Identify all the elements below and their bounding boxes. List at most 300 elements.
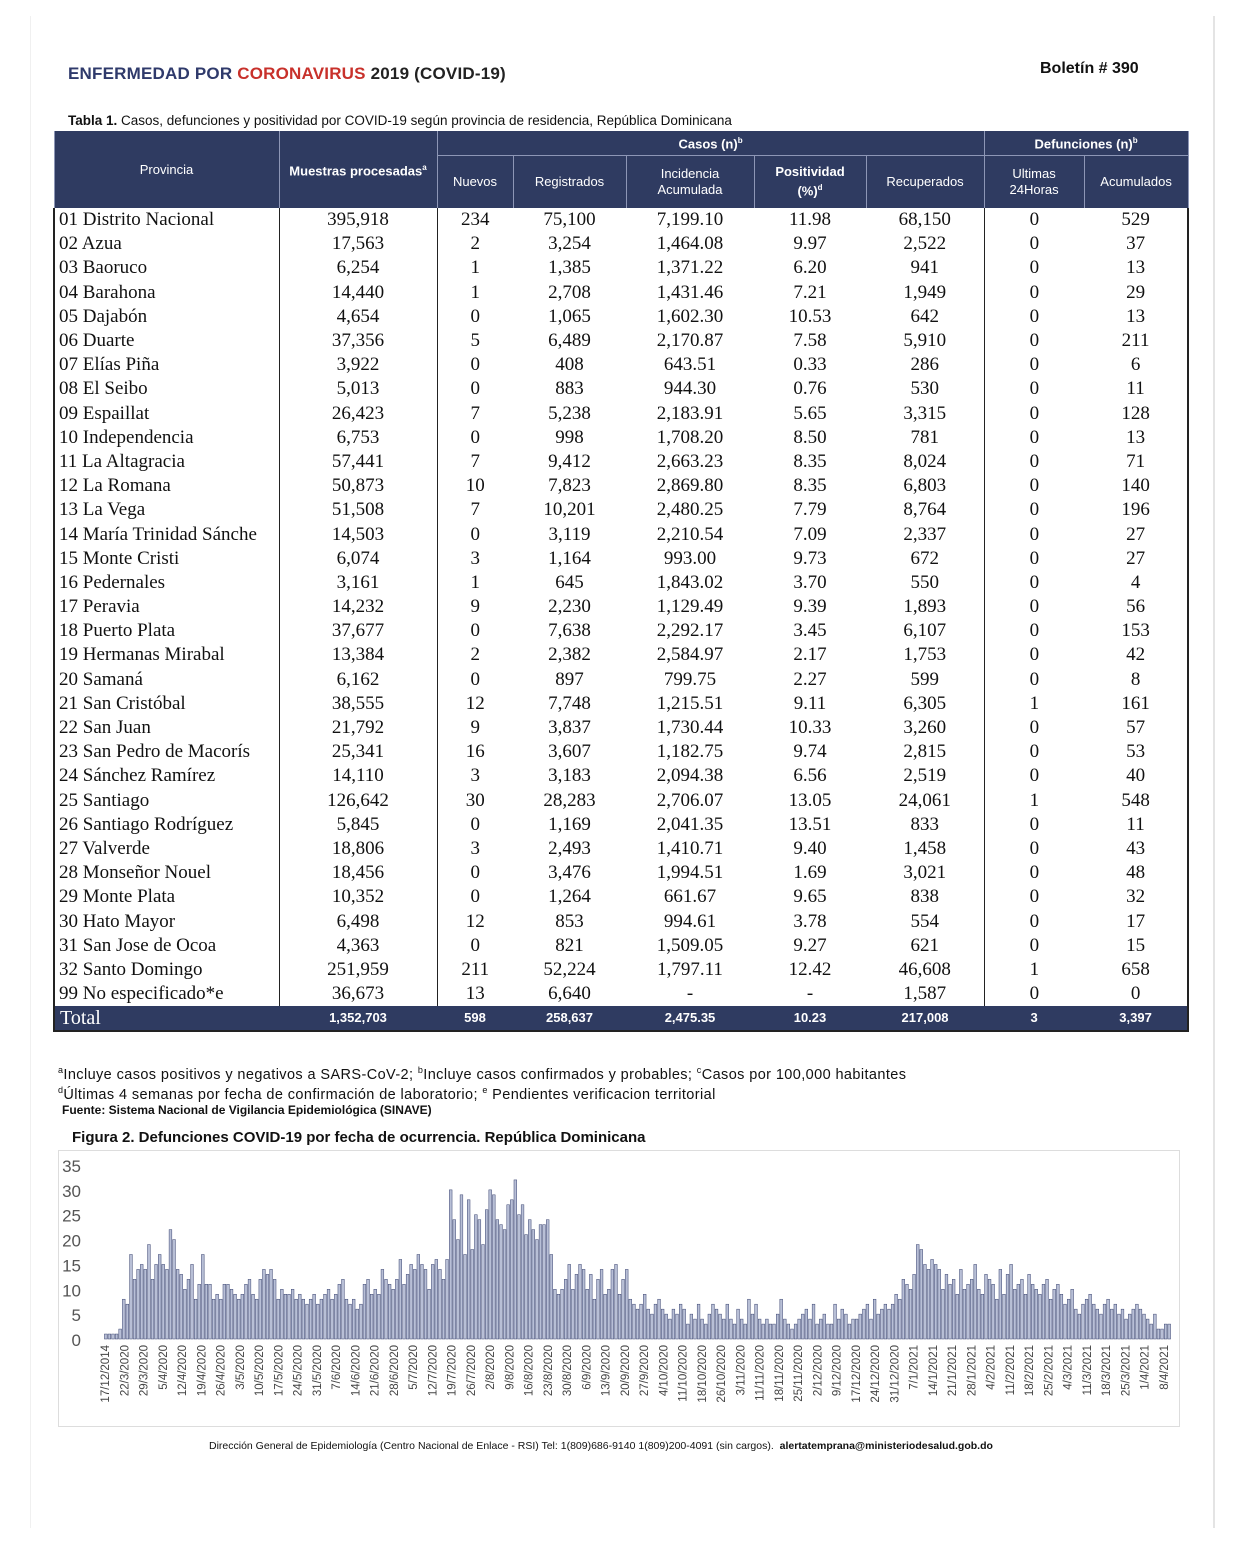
col-provincia: Provincia [54,131,279,208]
cell-recuperados: 833 [910,813,940,835]
x-tick-label: 28/1/2021 [966,1345,979,1397]
chart-bar [1164,1324,1167,1339]
chart-bar [309,1299,312,1339]
cell-province: 05 Dajabón [59,305,148,327]
chart-bar [704,1324,707,1339]
chart-bar [173,1240,176,1339]
chart-bar [1067,1299,1070,1339]
cell-recuperados: 1,587 [903,983,947,1005]
cell-acumulados: 42 [1126,644,1146,666]
chart-bar [230,1289,233,1339]
cell-acumulados: 658 [1121,958,1150,980]
chart-bar [471,1250,474,1339]
cell-muestras: 10,352 [279,885,437,909]
cell-incidencia: 1,464.08 [656,233,724,255]
cell-positividad: 9.74 [793,741,827,763]
x-tick-label: 8/4/2021 [1159,1345,1172,1390]
cell-province: 13 La Vega [59,499,146,521]
x-tick-label: 24/12/2020 [870,1345,883,1403]
x-tick-label: 2/12/2020 [812,1345,825,1397]
chart-bar [112,1334,115,1339]
chart-bar [1060,1294,1063,1339]
chart-bar [377,1294,380,1339]
chart-bar [1031,1284,1034,1339]
chart-bar [701,1319,704,1339]
cell-incidencia: 994.61 [663,910,717,932]
chart-bar [446,1259,449,1339]
chart-bar [252,1294,255,1339]
cell-recuperados: 5,910 [903,330,947,352]
cell-positividad: 13.51 [788,813,832,835]
chart-bar [478,1220,481,1339]
cell-positividad: 7.58 [793,330,827,352]
cell-recuperados: 8,764 [903,499,947,521]
table-row [54,885,1188,909]
cell-incidencia: 661.67 [663,886,717,908]
cell-ultimas-24h: 0 [984,813,1084,837]
cell-province: 12 La Romana [59,475,171,497]
chart-bar [187,1279,190,1339]
cell-positividad: 10.53 [788,305,832,327]
cell-ultimas-24h: 0 [984,547,1084,571]
chart-bar [1146,1319,1149,1339]
table-row [54,208,1188,232]
cell-province: 10 Independencia [59,426,194,448]
chart-bar [485,1210,488,1339]
chart-bar [862,1309,865,1339]
cell-registrados: 6,489 [548,330,591,352]
cell-province: 17 Peravia [59,596,140,618]
chart-bar [568,1264,571,1339]
cell-acumulados: 4 [1130,571,1141,593]
chart-bar [1143,1314,1146,1339]
chart-bar [812,1304,815,1339]
chart-bar [298,1294,301,1339]
x-tick-label: 19/7/2020 [446,1345,459,1397]
chart-bar [352,1299,355,1339]
cell-muestras: 3,161 [279,571,437,595]
cell-recuperados: 672 [910,547,940,569]
chart-bar [1136,1304,1139,1339]
chart-bar [898,1299,901,1339]
chart-bar [841,1309,844,1339]
table-total-row [54,1006,1188,1031]
table-row [54,402,1188,426]
cell-registrados: 7,638 [548,620,591,642]
cell-province: 19 Hermanas Mirabal [59,644,225,666]
chart-bar [295,1299,298,1339]
cell-acumulados: 211 [1121,330,1150,352]
cell-recuperados: 2,519 [903,765,947,787]
chart-bar [166,1269,169,1339]
table-row [54,764,1188,788]
chart-bar [536,1240,539,1339]
chart-bar [1017,1284,1020,1339]
cell-ultimas-24h: 0 [984,305,1084,329]
col-acumulados: Acumulados [1084,156,1188,209]
cell-muestras: 4,654 [279,305,437,329]
cell-registrados: 998 [555,426,584,448]
chart-bar [604,1294,607,1339]
cell-province: 28 Monseñor Nouel [59,862,211,884]
chart-bar [431,1264,434,1339]
cell-registrados: 10,201 [543,499,596,521]
cell-registrados: 853 [555,910,584,932]
x-tick-label: 1/4/2021 [1139,1345,1152,1390]
total-registrados: 258,637 [513,1006,626,1031]
chart-bar [496,1220,499,1339]
chart-bar [1150,1324,1153,1339]
chart-bar [320,1299,323,1339]
cell-muestras: 395,918 [279,208,437,232]
table-row [54,377,1188,401]
chart-bar [866,1304,869,1339]
chart-bar [460,1195,463,1339]
chart-bar [748,1299,751,1339]
cell-acumulados: 13 [1126,426,1146,448]
chart-bar [676,1314,679,1339]
chart-bar [510,1200,513,1339]
cell-registrados: 821 [555,934,584,956]
cell-nuevos: 9 [437,716,513,740]
cell-acumulados: 29 [1126,281,1146,303]
col-registrados: Registrados [513,156,626,209]
group-defunciones: Defunciones $(n)^b$ [984,131,1188,156]
chart-bar [1114,1304,1117,1339]
chart-bar [1074,1309,1077,1339]
chart-bar [194,1299,197,1339]
total-positividad: 10.23 [754,1006,866,1031]
cell-acumulados: 37 [1126,233,1146,255]
x-tick-label: 17/5/2020 [273,1345,286,1397]
y-tick-label: 10 [62,1281,81,1301]
cell-ultimas-24h: 0 [984,837,1084,861]
cell-registrados: 3,476 [548,862,591,884]
chart-bar [492,1195,495,1339]
cell-recuperados: 1,893 [903,596,947,618]
chart-bar [1118,1314,1121,1339]
province-table [53,131,1189,1032]
cell-incidencia: 643.51 [663,354,717,376]
y-tick-label: 0 [71,1331,81,1350]
y-tick-label: 5 [71,1306,81,1326]
cell-province: 26 Santiago Rodríguez [59,813,234,835]
cell-acumulados: 6 [1130,354,1141,376]
cell-muestras: 126,642 [279,789,437,813]
cell-acumulados: 11 [1126,813,1145,835]
cell-nuevos: 3 [437,837,513,861]
cell-incidencia: 2,706.07 [656,789,724,811]
cell-incidencia: 2,094.38 [656,765,724,787]
cell-province: 01 Distrito Nacional [59,209,215,231]
cell-province: 03 Baoruco [59,257,148,279]
cell-ultimas-24h: 0 [984,474,1084,498]
total-acumulados: 3,397 [1084,1006,1188,1031]
cell-incidencia: 1,371.22 [656,257,724,279]
cell-muestras: 37,356 [279,329,437,353]
chart-bar [597,1279,600,1339]
cell-province: 16 Pedernales [59,571,166,593]
cell-acumulados: 0 [1130,983,1141,1005]
x-tick-label: 3/11/2020 [735,1345,748,1396]
chart-bar [1003,1294,1006,1339]
chart-bar [870,1319,873,1339]
chart-bar [140,1264,143,1339]
cell-ultimas-24h: 0 [984,256,1084,280]
chart-bar [546,1220,549,1339]
cell-registrados: 9,412 [548,450,591,472]
cell-ultimas-24h: 0 [984,740,1084,764]
chart-bar [263,1269,266,1339]
chart-bar [877,1314,880,1339]
cell-province: 30 Hato Mayor [59,910,176,932]
chart-bar [1132,1309,1135,1339]
chart-bar [550,1254,553,1339]
chart-bar [212,1299,215,1339]
cell-registrados: 1,065 [548,305,591,327]
chart-bar [679,1304,682,1339]
chart-bar [783,1319,786,1339]
chart-bar [647,1309,650,1339]
cell-muestras: 18,806 [279,837,437,861]
cell-positividad: 2.17 [793,644,827,666]
chart-bar [500,1225,503,1339]
chart-bar [773,1324,776,1339]
chart-bar [1021,1279,1024,1339]
y-tick-label: 35 [62,1157,81,1176]
cell-ultimas-24h: 0 [984,208,1084,232]
cell-positividad: 8.50 [793,426,827,448]
chart-bar [1092,1304,1095,1339]
chart-bar [1013,1289,1016,1339]
chart-bar [385,1279,388,1339]
table-row [54,547,1188,571]
chart-bar [241,1294,244,1339]
table-row [54,595,1188,619]
cell-incidencia: 2,183.91 [656,402,724,424]
cell-incidencia: 944.30 [663,378,717,400]
chart-bar [636,1309,639,1339]
chart-bar [331,1299,334,1339]
x-tick-label: 29/3/2020 [138,1345,151,1397]
chart-bar [730,1319,733,1339]
cell-incidencia: 1,215.51 [656,692,724,714]
document-title: ENFERMEDAD POR CORONAVIRUS 2019 (COVID-19) [68,64,506,83]
chart-bar [909,1289,912,1339]
chart-bar [816,1324,819,1339]
cell-nuevos: 5 [437,329,513,353]
chart-bar [205,1284,208,1339]
cell-recuperados: 1,753 [903,644,947,666]
total-province: Total [54,1006,279,1031]
chart-bar [1096,1309,1099,1339]
cell-ultimas-24h: 0 [984,377,1084,401]
chart-bar [787,1324,790,1339]
x-tick-label: 5/4/2020 [157,1345,170,1390]
deaths-chart-container [58,1150,1180,1427]
x-tick-label: 7/6/2020 [331,1345,344,1390]
chart-bar [191,1264,194,1339]
chart-bar [270,1269,273,1339]
chart-bar [1128,1314,1131,1339]
chart-bar [180,1274,183,1339]
chart-bar [924,1264,927,1339]
cell-registrados: 7,748 [548,692,591,714]
chart-bar [122,1299,125,1339]
chart-bar [223,1284,226,1339]
table-row [54,232,1188,256]
cell-incidencia: 7,199.10 [656,209,724,231]
x-tick-label: 17/12/2020 [850,1345,863,1403]
chart-bar [1157,1329,1160,1339]
chart-bar [1024,1294,1027,1339]
cell-registrados: 3,837 [548,717,591,739]
chart-bar [755,1304,758,1339]
chart-bar [618,1294,621,1339]
cell-muestras: 17,563 [279,232,437,256]
cell-recuperados: 286 [910,354,940,376]
chart-bar [916,1245,919,1339]
chart-bar [1071,1289,1074,1339]
chart-bar [582,1269,585,1339]
cell-positividad: 3.45 [793,620,827,642]
chart-bar [981,1294,984,1339]
cell-positividad: 9.97 [793,233,827,255]
y-tick-label: 20 [62,1231,81,1251]
cell-nuevos: 234 [437,208,513,232]
chart-bar [952,1279,955,1339]
chart-bar [798,1319,801,1339]
cell-registrados: 1,164 [548,547,591,569]
cell-nuevos: 0 [437,668,513,692]
cell-incidencia: 2,210.54 [656,523,724,545]
x-tick-label: 25/11/2020 [793,1345,806,1402]
chart-bar [148,1245,151,1339]
table-row [54,426,1188,450]
cell-positividad: 9.65 [793,886,827,908]
cell-incidencia: 2,480.25 [656,499,724,521]
x-tick-label: 21/1/2021 [947,1345,960,1397]
cell-registrados: 52,224 [543,958,596,980]
chart-bar [600,1269,603,1339]
cell-recuperados: 530 [910,378,940,400]
chart-bar [464,1254,467,1339]
table-row [54,692,1188,716]
chart-bar [985,1274,988,1339]
chart-bar [345,1299,348,1339]
chart-bar [586,1289,589,1339]
cell-muestras: 251,959 [279,958,437,982]
cell-acumulados: 27 [1126,547,1146,569]
y-tick-label: 30 [62,1181,81,1201]
footnote-line-2: $^d$Últimas 4 semanas por fecha de confirmación de laboratorio; $^e$ Pendientes verificacion territorial [58,1085,716,1103]
chart-bar [503,1230,506,1339]
cell-positividad: 0.33 [793,354,827,376]
table-row [54,571,1188,595]
cell-muestras: 6,162 [279,668,437,692]
cell-recuperados: 1,949 [903,281,947,303]
x-tick-label: 4/10/2020 [658,1345,671,1397]
cell-acumulados: 8 [1130,668,1141,690]
cell-acumulados: 153 [1121,620,1150,642]
cell-ultimas-24h: 1 [984,958,1084,982]
cell-muestras: 4,363 [279,934,437,958]
cell-recuperados: 3,260 [903,717,947,739]
cell-incidencia: 1,509.05 [656,934,724,956]
cell-ultimas-24h: 0 [984,232,1084,256]
chart-bar [758,1319,761,1339]
figure-caption: Figura 2. Defunciones COVID-19 por fecha de ocurrencia. República Dominicana [72,1129,646,1146]
chart-bar [306,1304,309,1339]
chart-bar [999,1269,1002,1339]
chart-bar [360,1304,363,1339]
chart-bar [995,1299,998,1339]
cell-registrados: 7,823 [548,475,591,497]
x-tick-label: 10/5/2020 [254,1345,267,1397]
chart-bar [593,1299,596,1339]
table-row [54,474,1188,498]
chart-bar [880,1309,883,1339]
chart-bar [823,1314,826,1339]
chart-bar [1082,1304,1085,1339]
cell-muestras: 5,845 [279,813,437,837]
cell-acumulados: 57 [1126,717,1146,739]
chart-bar [712,1304,715,1339]
y-tick-label: 15 [62,1256,81,1276]
cell-ultimas-24h: 0 [984,909,1084,933]
chart-bar [158,1254,161,1339]
chart-bar [715,1309,718,1339]
cell-acumulados: 53 [1126,741,1146,763]
cell-muestras: 14,440 [279,281,437,305]
chart-bar [1103,1304,1106,1339]
cell-registrados: 3,183 [548,765,591,787]
cell-registrados: 2,230 [548,596,591,618]
cell-ultimas-24h: 0 [984,571,1084,595]
cell-acumulados: 32 [1126,886,1146,908]
cell-province: 27 Valverde [59,837,150,859]
chart-bar [219,1299,222,1339]
table-row [54,329,1188,353]
cell-acumulados: 13 [1126,257,1146,279]
chart-bar [104,1334,107,1339]
x-tick-label: 18/3/2021 [1101,1345,1114,1397]
chart-bar [895,1294,898,1339]
chart-bar [762,1324,765,1339]
cell-ultimas-24h: 0 [984,619,1084,643]
cell-province: 21 San Cristóbal [59,692,186,714]
cell-nuevos: 30 [437,789,513,813]
cell-nuevos: 3 [437,547,513,571]
chart-bar [410,1264,413,1339]
chart-bar [949,1284,952,1339]
cell-nuevos: 1 [437,256,513,280]
cell-incidencia: 1,843.02 [656,571,724,593]
cell-acumulados: 15 [1126,934,1146,956]
chart-bar [974,1264,977,1339]
cell-muestras: 6,753 [279,426,437,450]
x-tick-label: 14/6/2020 [350,1345,363,1397]
cell-positividad: 6.20 [793,257,827,279]
x-tick-label: 25/3/2021 [1120,1345,1133,1397]
x-tick-label: 31/12/2020 [889,1345,902,1403]
chart-bar [615,1264,618,1339]
chart-bar [115,1334,118,1339]
cell-nuevos: 0 [437,522,513,546]
total-nuevos: 598 [437,1006,513,1031]
chart-bar [654,1304,657,1339]
x-tick-label: 4/2/2021 [985,1345,998,1390]
